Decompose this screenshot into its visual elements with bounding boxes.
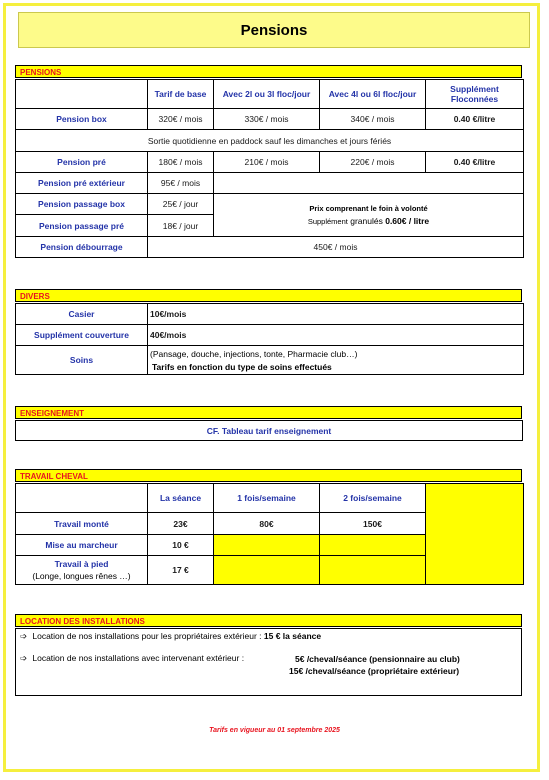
location-line-2 xyxy=(20,653,244,664)
column-header: Supplément Floconnées xyxy=(426,80,524,109)
table-row xyxy=(16,237,524,258)
divers-table xyxy=(15,303,524,375)
table-row xyxy=(16,80,524,109)
enseignement-link-text: CF. Tableau tarif enseignement xyxy=(16,421,523,441)
column-header: 2 fois/semaine xyxy=(320,484,426,513)
table-cell xyxy=(214,556,320,585)
table-cell: 340€ / mois xyxy=(320,109,426,130)
row-sublabel: (Longe, longues rênes …) xyxy=(32,571,131,581)
table-cell xyxy=(320,556,426,585)
foin-note-price: 0.60€ / litre xyxy=(385,216,430,226)
table-cell xyxy=(16,80,148,109)
row-label: Mise au marcheur xyxy=(16,535,148,556)
paddock-note: Sortie quotidienne en paddock sauf les dimanches et jours fériés xyxy=(16,130,524,152)
table-cell: 210€ / mois xyxy=(214,152,320,173)
row-label: Pension passage box xyxy=(16,194,148,215)
column-header: Avec 2l ou 3l floc/jour xyxy=(214,80,320,109)
soins-line1: (Pansage, douche, injections, tonte, Pharmacie club…) xyxy=(150,348,358,359)
table-row xyxy=(16,173,524,194)
location-line1-price: 15 € la séance xyxy=(263,631,322,641)
table-cell: 23€ xyxy=(148,513,214,535)
table-cell: 180€ / mois xyxy=(148,152,214,173)
foin-note-granules: granulés xyxy=(350,216,383,226)
table-cell: 80€ xyxy=(214,513,320,535)
table-cell: 95€ / mois xyxy=(148,173,214,194)
table-cell: 0.40 €/litre xyxy=(426,152,524,173)
location-line2-price: 5€ /cheval/séance (pensionnaire au club) xyxy=(295,654,460,664)
row-label: Pension box xyxy=(16,109,148,130)
table-row xyxy=(16,152,524,173)
row-label: Soins xyxy=(16,346,148,375)
location-line1-text: Location de nos installations pour les propriétaires extérieur : xyxy=(32,631,262,641)
table-cell: 320€ / mois xyxy=(148,109,214,130)
table-row xyxy=(16,109,524,130)
arrow-right-icon: ➩ xyxy=(20,631,28,641)
table-cell xyxy=(148,346,524,375)
location-line2-text: Location de nos installations avec intervenant extérieur : xyxy=(32,653,245,663)
table-cell: 40€/mois xyxy=(148,325,524,346)
table-cell: 18€ / jour xyxy=(148,215,214,237)
table-cell: 0.40 €/litre xyxy=(426,109,524,130)
row-label: Pension pré extérieur xyxy=(16,173,148,194)
foin-note-supp: Supplément xyxy=(307,217,348,226)
table-cell: 220€ / mois xyxy=(320,152,426,173)
row-label: Pension passage pré xyxy=(16,215,148,237)
column-header: Avec 4l ou 6l floc/jour xyxy=(320,80,426,109)
table-cell: 150€ xyxy=(320,513,426,535)
section-header-enseignement: ENSEIGNEMENT xyxy=(15,406,522,419)
row-label: Pension débourrage xyxy=(16,237,148,258)
table-cell: 10 € xyxy=(148,535,214,556)
soins-line2: Tarifs en fonction du type de soins effectués xyxy=(152,361,332,372)
footer-note: Tarifs en vigueur au 01 septembre 2025 xyxy=(209,727,340,734)
table-row xyxy=(16,346,524,375)
table-row xyxy=(16,130,524,152)
foin-note-line2 xyxy=(216,216,521,226)
location-box xyxy=(15,628,522,696)
row-label: Travail à pied xyxy=(54,559,109,569)
row-label: Supplément couverture xyxy=(16,325,148,346)
table-cell: 330€ / mois xyxy=(214,109,320,130)
foin-note-line1: Prix comprenant le foin à volonté xyxy=(309,204,428,213)
table-row xyxy=(16,194,524,215)
row-label: Travail monté xyxy=(16,513,148,535)
section-header-pensions: PENSIONS xyxy=(15,65,522,78)
table-cell xyxy=(16,484,148,513)
column-header: La séance xyxy=(148,484,214,513)
row-label: Pension pré xyxy=(16,152,148,173)
travail-table xyxy=(15,483,524,585)
table-cell: 10€/mois xyxy=(148,304,524,325)
table-cell: 25€ / jour xyxy=(148,194,214,215)
enseignement-table xyxy=(15,420,523,441)
arrow-right-icon: ➩ xyxy=(20,653,28,663)
table-cell xyxy=(214,173,524,194)
location-line-1 xyxy=(20,631,321,642)
table-row xyxy=(16,304,524,325)
table-row xyxy=(16,484,524,513)
table-row xyxy=(16,421,523,441)
table-cell xyxy=(214,535,320,556)
table-cell xyxy=(426,484,524,585)
row-label: Casier xyxy=(16,304,148,325)
column-header: 1 fois/semaine xyxy=(214,484,320,513)
location-line3-price: 15€ /cheval/séance (propriétaire extérieur) xyxy=(289,666,460,676)
pensions-table xyxy=(15,79,524,258)
section-header-travail: TRAVAIL CHEVAL xyxy=(15,469,522,482)
table-row xyxy=(16,325,524,346)
table-cell xyxy=(320,535,426,556)
page-title: Pensions xyxy=(18,12,530,48)
section-header-location: LOCATION DES INSTALLATIONS xyxy=(15,614,522,627)
foin-note-cell xyxy=(214,194,524,237)
table-cell: 17 € xyxy=(148,556,214,585)
row-label-cell xyxy=(16,556,148,585)
column-header: Tarif de base xyxy=(148,80,214,109)
table-cell: 450€ / mois xyxy=(148,237,524,258)
section-header-divers: DIVERS xyxy=(15,289,522,302)
